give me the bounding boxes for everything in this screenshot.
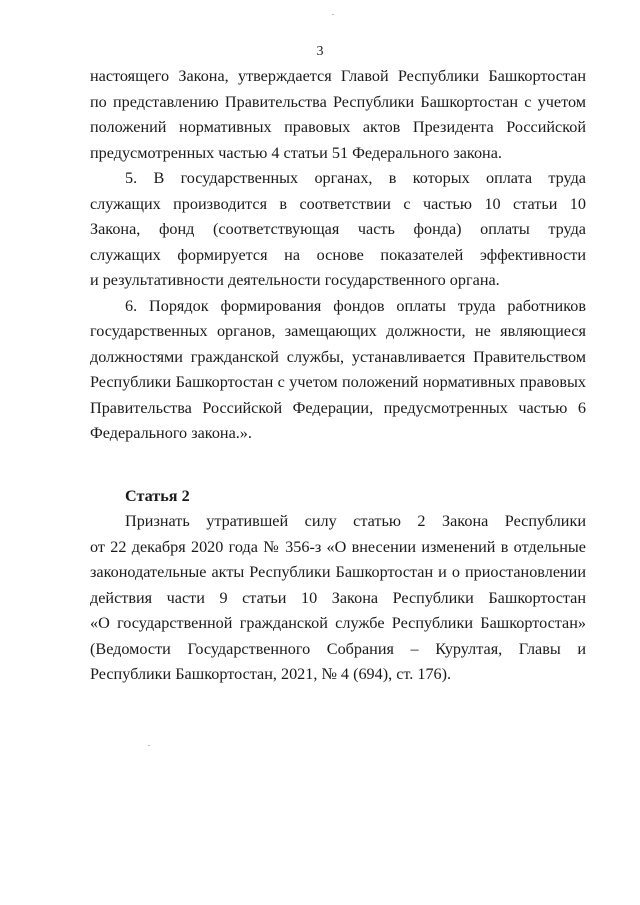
text-line: служащих формируется на основе показателей эффективности bbox=[90, 245, 586, 264]
paragraph-continuation bbox=[90, 64, 586, 166]
text-line: (Ведомости Государственного Собрания – Курултая, Главы и bbox=[90, 639, 586, 658]
text-line: Федерального закона.». bbox=[90, 424, 252, 442]
text-line: положений нормативных правовых актов Президента Российской bbox=[90, 118, 586, 136]
text-line: настоящего Закона, утверждается Главой Республики Башкортостан bbox=[90, 67, 586, 85]
text-line: должностями гражданской службы, устанавливается Правительством bbox=[90, 347, 586, 366]
text-line: предусмотренных частью 4 статьи 51 Федерального закона. bbox=[90, 143, 502, 162]
text-line: Закона, фонд (соответствующая часть фонда) оплаты труда bbox=[90, 220, 586, 238]
text-line: действия части 9 статьи 10 Закона Республики Башкортостан bbox=[90, 588, 586, 607]
text-line: служащих производится в соответствии с частью 10 статьи 10 bbox=[90, 194, 586, 213]
scan-speck-top bbox=[332, 14, 334, 15]
text-line: Республики Башкортостан, 2021, № 4 (694), ст. 176). bbox=[90, 665, 452, 683]
text-line: по представлению Правительства Республики Башкортостан с учетом bbox=[90, 92, 586, 111]
text-line: законодательные акты Республики Башкортостан и о приостановлении bbox=[90, 563, 586, 581]
text-line: Правительства Российской Федерации, предусмотренных частью 6 bbox=[90, 398, 586, 417]
scan-speck-bottom bbox=[148, 745, 150, 746]
page-number: 3 bbox=[316, 44, 324, 59]
spacer bbox=[90, 447, 586, 484]
article-2 bbox=[90, 484, 586, 688]
text-line: 6. Порядок формирования фондов оплаты труда работников bbox=[125, 296, 586, 315]
text-line: от 22 декабря 2020 года № 356-з «О внесении изменений в отдельные bbox=[90, 537, 586, 556]
article-heading: Статья 2 bbox=[125, 486, 190, 505]
text-line: Признать утратившей силу статью 2 Закона Республики bbox=[125, 512, 586, 530]
document-body bbox=[90, 64, 586, 688]
text-line: 5. В государственных органах, в которых оплата труда bbox=[125, 169, 586, 187]
text-line: государственных органов, замещающих должности, не являющиеся bbox=[90, 322, 586, 340]
paragraph-6 bbox=[90, 294, 586, 447]
paragraph-5 bbox=[90, 166, 586, 294]
text-line: и результативности деятельности государственного органа. bbox=[90, 271, 500, 289]
text-line: Республики Башкортостан с учетом положений нормативных правовых bbox=[90, 373, 586, 391]
text-line: «О государственной гражданской службе Республики Башкортостан» bbox=[90, 614, 586, 632]
